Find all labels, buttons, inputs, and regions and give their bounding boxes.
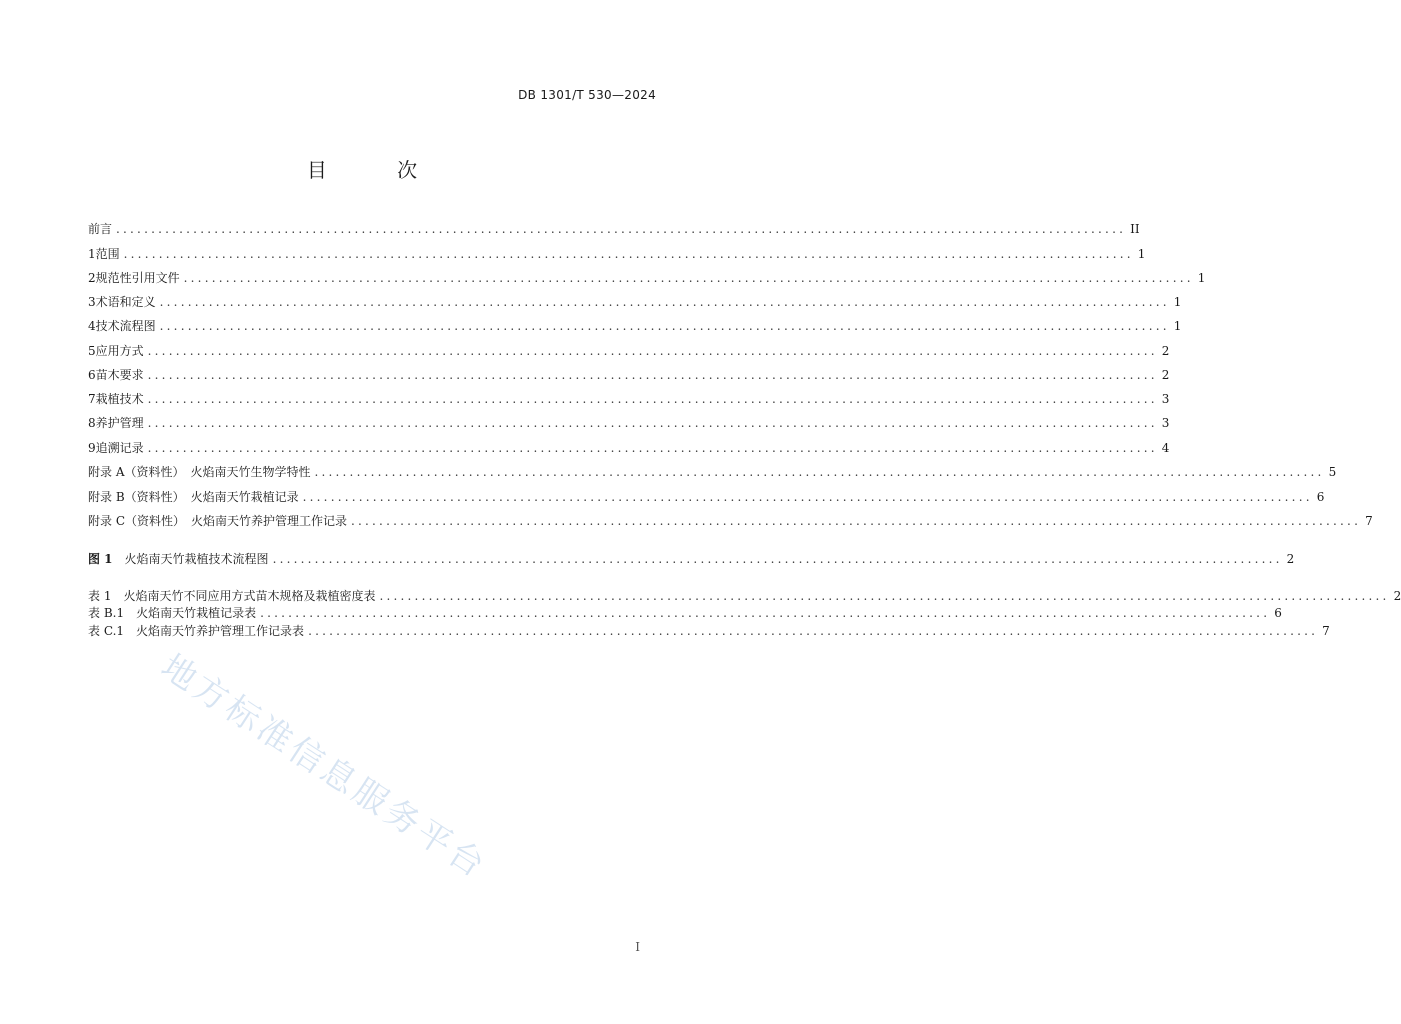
toc-entry-label: 附录 B（资料性） 火焰南天竹栽植记录: [88, 490, 299, 504]
toc-entry-number: 2: [88, 271, 96, 285]
toc-entry-label: 范围: [95, 247, 120, 261]
toc-entry-page: 4: [1161, 441, 1170, 455]
dot-leader: ................................................................................................................................................: [159, 295, 1170, 309]
toc-entry-label: 苗木要求: [95, 368, 144, 382]
dot-leader: ................................................................................................................................................: [116, 222, 1127, 236]
toc-entry-appendix-c[interactable]: [88, 512, 1373, 528]
toc-entry-appendix-b[interactable]: [88, 488, 1325, 504]
toc-entry-page: 1: [1137, 247, 1146, 261]
toc-entry-normative-references[interactable]: [88, 269, 1206, 285]
dot-leader: ................................................................................................................................................: [147, 416, 1158, 430]
figure-entry-label: [88, 550, 269, 567]
toc-entry-number: 5: [88, 344, 96, 358]
figure-title: 火焰南天竹栽植技术流程图: [124, 552, 269, 566]
toc-entry-number: 9: [88, 441, 96, 455]
dot-leader: ................................................................................................................................................: [159, 319, 1170, 333]
toc-entry-page: 2: [1161, 368, 1170, 382]
table-title: 火焰南天竹养护管理工作记录表: [136, 624, 305, 638]
page-number: I: [635, 940, 640, 954]
figure-entry-1[interactable]: [88, 550, 1295, 566]
toc-entry-appendix-a[interactable]: [88, 463, 1337, 479]
dot-leader: ................................................................................................................................................: [302, 490, 1313, 504]
toc-entry-page: 3: [1161, 416, 1170, 430]
table-prefix: 表 B.1: [88, 606, 125, 620]
table-title: 火焰南天竹不同应用方式苗木规格及栽植密度表: [123, 589, 376, 603]
dot-leader: ................................................................................................................................................: [123, 247, 1134, 261]
dot-leader: ................................................................................................................................................: [147, 368, 1158, 382]
dot-leader: ................................................................................................................................................: [308, 624, 1319, 638]
table-entry-page: 7: [1322, 624, 1330, 638]
toc-entry-label: 应用方式: [95, 344, 144, 358]
table-entry-page: 2: [1393, 589, 1401, 603]
dot-leader: ................................................................................................................................................: [147, 441, 1158, 455]
toc-entry-label: 附录 C（资料性） 火焰南天竹养护管理工作记录: [88, 514, 347, 528]
toc-entry-label: 前言: [88, 222, 113, 236]
toc-entry-label: 追溯记录: [95, 441, 144, 455]
toc-title: 目 次: [306, 158, 450, 182]
toc-entry-page: 2: [1161, 344, 1170, 358]
toc-entry-scope[interactable]: [88, 245, 1146, 261]
table-entry-c1[interactable]: [88, 622, 1330, 638]
table-entry-label: [88, 604, 256, 621]
toc-entry-page: 5: [1328, 465, 1337, 479]
dot-leader: ................................................................................................................................................: [351, 514, 1362, 528]
dot-leader: ................................................................................................................................................: [147, 344, 1158, 358]
dot-leader: ................................................................................................................................................: [260, 606, 1271, 620]
toc-entry-number: 6: [88, 368, 96, 382]
toc-entry-label: 附录 A（资料性） 火焰南天竹生物学特性: [88, 465, 311, 479]
toc-entry-number: 8: [88, 416, 96, 430]
toc-entry-number: 3: [88, 295, 96, 309]
toc-entry-label: 术语和定义: [95, 295, 156, 309]
figure-entry-page: 2: [1286, 552, 1295, 566]
toc-entry-technical-flowchart[interactable]: [88, 317, 1182, 333]
table-entry-1[interactable]: [88, 587, 1401, 603]
toc-entry-seedling-requirements[interactable]: [88, 366, 1170, 382]
toc-entry-number: 7: [88, 392, 96, 406]
dot-leader: ................................................................................................................................................: [183, 271, 1194, 285]
dot-leader: ................................................................................................................................................: [379, 589, 1390, 603]
toc-entry-page: II: [1130, 222, 1140, 236]
table-entry-label: [88, 622, 304, 639]
toc-entry-label: 养护管理: [95, 416, 144, 430]
figure-prefix: 图 1: [88, 552, 113, 566]
toc-entry-terms-definitions[interactable]: [88, 293, 1182, 309]
table-entry-label: [88, 587, 375, 604]
table-prefix: 表 C.1: [88, 624, 125, 638]
watermark: 地方标准信息服务平台: [153, 646, 495, 888]
table-entry-page: 6: [1274, 606, 1282, 620]
toc-entry-page: 7: [1365, 514, 1373, 528]
toc-entry-label: 规范性引用文件: [95, 271, 180, 285]
toc-entry-planting-technique[interactable]: [88, 390, 1170, 406]
toc-entry-label: 技术流程图: [95, 319, 156, 333]
table-title: 火焰南天竹栽植记录表: [136, 606, 257, 620]
toc-entry-traceability-records[interactable]: [88, 439, 1170, 455]
table-prefix: 表 1: [88, 589, 112, 603]
toc-entry-page: 1: [1197, 271, 1206, 285]
toc-entry-number: 4: [88, 319, 96, 333]
table-entry-b1[interactable]: [88, 604, 1282, 620]
toc-entry-number: 1: [88, 247, 96, 261]
dot-leader: ................................................................................................................................................: [147, 392, 1158, 406]
dot-leader: ................................................................................................................................................: [272, 552, 1283, 566]
document-code: DB 1301/T 530—2024: [518, 88, 656, 102]
toc-entry-page: 6: [1316, 490, 1325, 504]
toc-entry-application-methods[interactable]: [88, 342, 1170, 358]
toc-entry-maintenance[interactable]: [88, 414, 1170, 430]
toc-entry-page: 3: [1161, 392, 1170, 406]
toc-entry-page: 1: [1173, 295, 1182, 309]
toc-entry-foreword[interactable]: [88, 220, 1140, 236]
toc-entry-label: 栽植技术: [95, 392, 144, 406]
dot-leader: ................................................................................................................................................: [314, 465, 1325, 479]
toc-entry-page: 1: [1173, 319, 1182, 333]
